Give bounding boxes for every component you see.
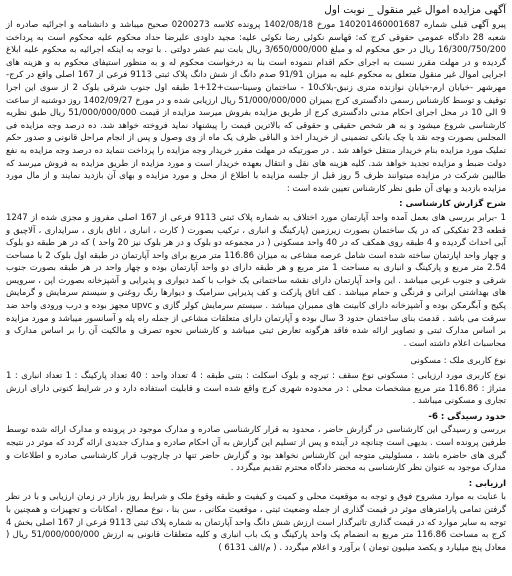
valuation-text: با عنایت به موارد مشروح فوق و توجه به موقعیت محلی و کمیت و کیفیت و طبقه وقوع ملک و شرایط روز بازار در زمان ارزیابی و با در نظر گرفتن تمامی پارامترهای موثر در قیمت گذاری از جمله وضعیت ثبتی ، موقعیت مکانی ، سن بنا ، نوع مصالح ، امکانات و تجهیزات و همچنین با توجه به سایر موارد که در قیمت گذاری تاثیرگذار است ارزش شش دانگ واحد آپارتمان به شماره پلاک ثبتی 9113 فرعی از 167 اصلی بخش 4 کرج به مساحت 116.86 متر مربع به انضمام یک واحد پارکینگ و یک باب انباری و کلیه متعلقات قانونی به ارزش 51/000/000/000 ریال ( معادل پنج میلیارد و یکصد میلیون تومان ) برآورد و اعلام میگردد . ( م/الف 6131 ) (6, 492, 506, 553)
expert-description: 1 -برابر بررسی های بعمل آمده واحد آپارتمان مورد اختلاف به شماره پلاک ثبتی 9113 فرعی از 167 اصلی مفروز و مجزی شده از 1247 قطعه 23 تفکیکی که در یک ساختمان بصورت زیرزمین (پارکینگ و انباری ، ترکیب بصورت ( کارت ، انباری ، اتاق بازی ، سرایداری ، آلاچیق و آبی احداث گردیده و 4 طبقه روی همکف که در 40 واحد مسکونی ( در مجموعه دو بلوک و در هر بلوک نیز 20 واحد ) که در هر طبقه دو بلوک و چهار واحد اپارتمان ساخته شده است شامل عرصه مشاعی به میزان 116.86 متر مربع برای واحد آپارتمان در طبقه اول بلوک 2 با مساحت 2.54 متر مربع و پارکینگ و انباری به مساحت 1 متر مربع و هر طبقه دارای دو واحد آپارتمان بوده و چهار واحد در هر طبقه بصورت جنوب شرقی و جنوب غربی میباشد . این واحد آپارتمان دارای نقشه ساختمانی یک خواب با کمد دیواری و پذیرایی و آشپزخانه بصورت اپن ، سرویس های بهداشتی ایرانی و فرنگی و حمام میباشد . کف اتاق پارکت و کف پذیرایی سرامیک و دیوارها رنگ روغنی و سیستم سرمایش و گرمایش پکیج و آبگرمکن بوده و آشپزخانه دارای کابینت های ممبران میباشد . سیستم سرمایش کولر گازی و upvc مجهز بوده و درب ورودی واحد ضد سرقت می باشد . قدمت بنای ساختمان حدود 3 سال بوده و آپارتمان دارای متعلقات مشاعی از جمله راه پله و آسانسور میباشد و مورد مزایده بر اساس مدارک ثبتی و تصاویر ارائه شده فاقد هرگونه تعارض ثبتی میباشد و کارشناس نحوه تصرف و مالکیت آن را بر اساس مدارک و محاسبات اعلام داشته است . (6, 212, 507, 349)
notice-title: آگهی مزایده اموال غیر منقول _ نوبت اول (324, 4, 506, 16)
notice-intro: پیرو آگهی قبلی شماره 140201460001687 مورخ 1402/08/18 پرونده کلاسه 0200273 صحیح میباشد و دانشنامه و اجرائیه صادره از شعبه 28 دادگاه عمومی حقوقی کرج که: قهاسم نکوئی رضا نکوئی علیه: مجید داودی علیرضا حداد محکوم علیه محکوم است به پرداخت 16/300/750/200 ریال در حق محکوم له و مبلغ 3/650/000/000 ریال بابت نیم عشر دولتی . با توجه به اینکه اجرائیه به محکوم علیه ابلاغ گردیده و در مهلت مقرر نسبت به اجرای حکم اقدام ننموده است بنا به درخواست محکوم له و به منظور استیفای محکوم به و هزینه های اجرایی اموال غیر منقول متعلق به محکوم علیه به میزان 91/91 صدم دانگ از شش دانگ پلاک ثبتی 9113 فرعی از 167 اصلی واقع در کرج-مهرشهر -خیابان ارم-خیابان نوازنده متری زنبق-بلاک10 - ساختمان وسینا-ست+12+1 طبقه اول جنوب شرقی بلوک 2 از سوی این اجرا توقیف و توسط کارشناس رسمی دادگستری کرج بمیزان 51/000/000/000 ریال ارزیابی شده و در مورخ 1402/09/27 روز دوشنبه از ساعت 9 الی 10 در محل اجرای احکام مدنی دادگستری کرج از طریق مزایده بفروش میرسد مزایده از قیمت 51/000/000/000 ریال طبق نظریه کارشناسی شروع میشود و به هر شخص حقیقی و حقوقی که بالاترین قیمت را پیشنهاد نماید فروخته خواهد شد. ده درصد وجه مزایده فی المجلس بصورت وجه نقد یا چک بانکی تضمینی از خریدار اخذ و الباقی ظرف یک ماه از وی وصول و پس از انجام مراحل قانونی و صدور حکم تملیک مورد مزایده بنام خریدار منتقل خواهد شد . در صورتیکه در مهلت مقرر خریدار وجه مزایده را پرداخت ننماید ده درصد وجه مزایده به نفع دولت ضبط و مزایده تجدید خواهد شد. کلیه هزینه های نقل و انتقال بعهده خریدار است و مورد مزایده از طریق مزایده به فروش میرسد که طالبین شرکت در مزایده میتوانند ظرف 5 روز قبل از جلسه مزایده با اطلاع از محل و مورد مزایده و بهای آن بازدید نمایند و از مال مورد مزایده بازدید و بهای آن طبق نظر کارشناس تعیین شده است : (6, 20, 507, 194)
conclusion-heading: حدود رسیدگی : 6- (428, 411, 506, 422)
conclusion-text: بررسی و رسیدگی این کارشناسی در گزارش حاضر ، محدود به قرار کارشناسی صادره و مدارک موجود در پرونده و مدارک ارائه شده توسط طرفین پرونده است . بدیهی است چنانچه در آینده و پس از تسلیم این گزارش به آن احکام صادره و مدارک جدیدی ارائه گردد که موثر در نتیجه گیری های حاضره باشد ، مسئولیتی متوجه این کارشناس نخواهد بود و گزارش حاضر تنها در چارچوب قرار کارشناسی صادره و اطلاعات و مدارک موجود به عنوان نظر کارشناسی به محضر دادگاه محترم تقدیم میگردد . (6, 425, 506, 474)
property-type: نوع کاربری ملک : مسکونی (410, 356, 506, 367)
property-specs: نوع کاربری مورد ارزیابی : مسکونی نوع سقف : تیرچه و بلوک اسکلت : بتنی طبقه : 4 تعداد واحد : 40 تعداد پارکینگ : 1 تعداد انباری : 1 متراژ : 116.86 متر مربع مشخصات محلی : در محدوده شهری کرج واقع شده است و قابلیت استفاده دارد و در شرایط کنونی دارای ارزش تجاری و مسکونی میباشد . (6, 371, 506, 407)
valuation-heading: ارزیابی : (468, 478, 506, 489)
description-heading: شرح گزارش کارشناسی : (399, 199, 506, 210)
